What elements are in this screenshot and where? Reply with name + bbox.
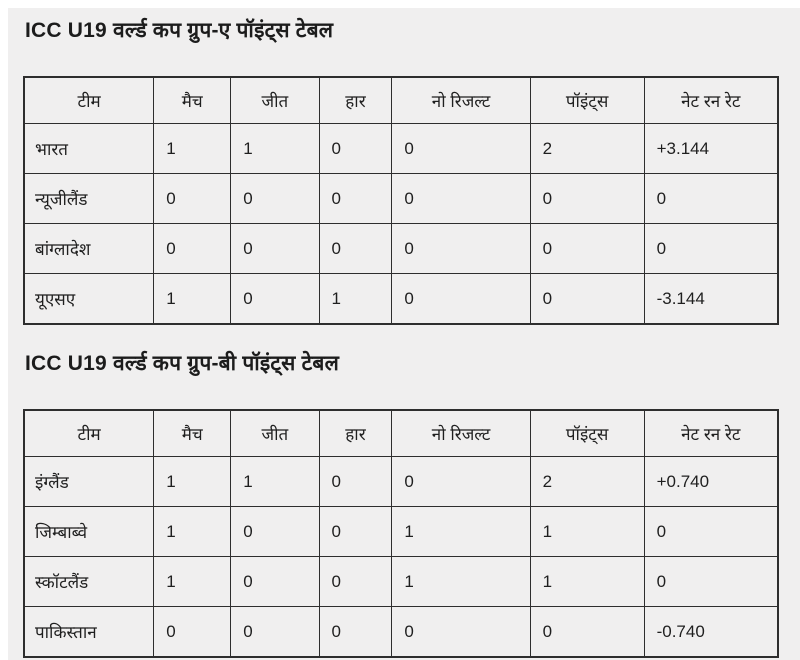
column-header: नो रिजल्ट [392, 77, 530, 124]
column-header: हार [319, 77, 392, 124]
stat-cell: 1 [154, 507, 231, 557]
column-header: टीम [24, 410, 154, 457]
stat-cell: 0 [154, 174, 231, 224]
group-b-points-table [23, 409, 779, 658]
column-header: टीम [24, 77, 154, 124]
stat-cell: 0 [530, 274, 644, 325]
column-header: जीत [231, 410, 319, 457]
table-row [24, 457, 778, 507]
column-header: पॉइंट्स [530, 410, 644, 457]
stat-cell: 1 [231, 457, 319, 507]
stat-cell: -3.144 [644, 274, 778, 325]
stat-cell: 0 [319, 124, 392, 174]
stat-cell: 0 [392, 457, 530, 507]
table-row [24, 274, 778, 325]
stat-cell: 1 [319, 274, 392, 325]
team-name-cell: भारत [24, 124, 154, 174]
stat-cell: 0 [644, 174, 778, 224]
stat-cell: 0 [319, 607, 392, 658]
table-row [24, 607, 778, 658]
stat-cell: 0 [154, 224, 231, 274]
stat-cell: 0 [392, 124, 530, 174]
stat-cell: -0.740 [644, 607, 778, 658]
stat-cell: 1 [392, 557, 530, 607]
group-a-points-table [23, 76, 779, 325]
stat-cell: 2 [530, 124, 644, 174]
column-header: पॉइंट्स [530, 77, 644, 124]
column-header: जीत [231, 77, 319, 124]
group-a-title: ICC U19 वर्ल्ड कप ग्रुप-ए पॉइंट्स टेबल [25, 19, 334, 42]
team-name-cell: जिम्बाब्वे [24, 507, 154, 557]
column-header: नेट रन रेट [644, 410, 778, 457]
table-row [24, 224, 778, 274]
table-row [24, 174, 778, 224]
stat-cell: 0 [231, 557, 319, 607]
stat-cell: 0 [392, 174, 530, 224]
stat-cell: 0 [644, 507, 778, 557]
team-name-cell: पाकिस्तान [24, 607, 154, 658]
stat-cell: 0 [392, 274, 530, 325]
stat-cell: 0 [530, 174, 644, 224]
stat-cell: 0 [231, 507, 319, 557]
article-content [8, 8, 800, 660]
stat-cell: 1 [530, 557, 644, 607]
stat-cell: 0 [644, 224, 778, 274]
team-name-cell: बांग्लादेश [24, 224, 154, 274]
stat-cell: 1 [392, 507, 530, 557]
column-header: मैच [154, 77, 231, 124]
team-name-cell: यूएसए [24, 274, 154, 325]
table-row [24, 557, 778, 607]
stat-cell: 0 [319, 507, 392, 557]
stat-cell: 1 [530, 507, 644, 557]
stat-cell: 0 [231, 174, 319, 224]
stat-cell: 0 [319, 557, 392, 607]
header-row [24, 77, 778, 124]
team-name-cell: न्यूजीलैंड [24, 174, 154, 224]
stat-cell: 1 [154, 457, 231, 507]
stat-cell: 0 [392, 607, 530, 658]
stat-cell: 0 [319, 174, 392, 224]
column-header: नो रिजल्ट [392, 410, 530, 457]
group-b-title: ICC U19 वर्ल्ड कप ग्रुप-बी पॉइंट्स टेबल [25, 352, 340, 375]
team-name-cell: स्कॉटलैंड [24, 557, 154, 607]
stat-cell: 0 [530, 224, 644, 274]
column-header: हार [319, 410, 392, 457]
table-row [24, 507, 778, 557]
stat-cell: 0 [154, 607, 231, 658]
stat-cell: 0 [231, 607, 319, 658]
team-name-cell: इंग्लैंड [24, 457, 154, 507]
stat-cell: 0 [644, 557, 778, 607]
stat-cell: 0 [392, 224, 530, 274]
header-row [24, 410, 778, 457]
stat-cell: +0.740 [644, 457, 778, 507]
stat-cell: 0 [319, 224, 392, 274]
stat-cell: 0 [231, 224, 319, 274]
stat-cell: 0 [530, 607, 644, 658]
stat-cell: 2 [530, 457, 644, 507]
table-row [24, 124, 778, 174]
stat-cell: 1 [154, 124, 231, 174]
stat-cell: 0 [319, 457, 392, 507]
stat-cell: 0 [231, 274, 319, 325]
column-header: मैच [154, 410, 231, 457]
column-header: नेट रन रेट [644, 77, 778, 124]
stat-cell: 1 [231, 124, 319, 174]
stat-cell: 1 [154, 557, 231, 607]
stat-cell: 1 [154, 274, 231, 325]
stat-cell: +3.144 [644, 124, 778, 174]
